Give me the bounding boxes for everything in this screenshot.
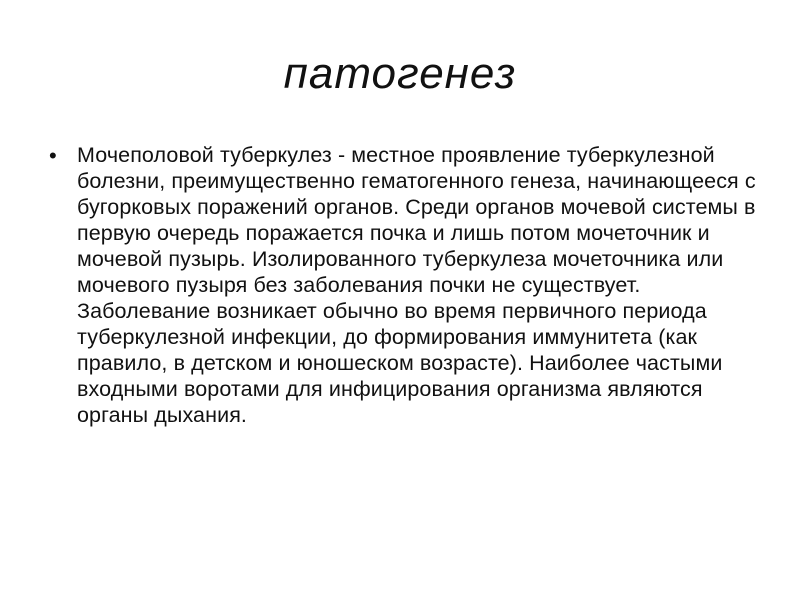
bullet-text: Мочеполовой туберкулез - местное проявление туберкулезной болезни, преимущественно гематогенного генеза, начинающееся с бугорковых поражений органов. Среди органов мочевой системы в первую очередь поражается почка и лишь потом мочеточник и мочевой пузырь. Изолированного туберкулеза мочеточника или мочевого пузыря без заболевания почки не существует. Заболевание возникает обычно во время первичного периода туберкулезной инфекции, до формирования иммунитета (как правило, в детском и юношеском возрасте). Наиболее частыми входными воротами для инфицирования организма являются органы дыхания. bbox=[77, 143, 756, 427]
bullet-item bbox=[40, 142, 760, 428]
slide-title: патогенез bbox=[283, 49, 517, 98]
bullet-list bbox=[40, 142, 760, 428]
bullet-marker: • bbox=[49, 143, 57, 168]
